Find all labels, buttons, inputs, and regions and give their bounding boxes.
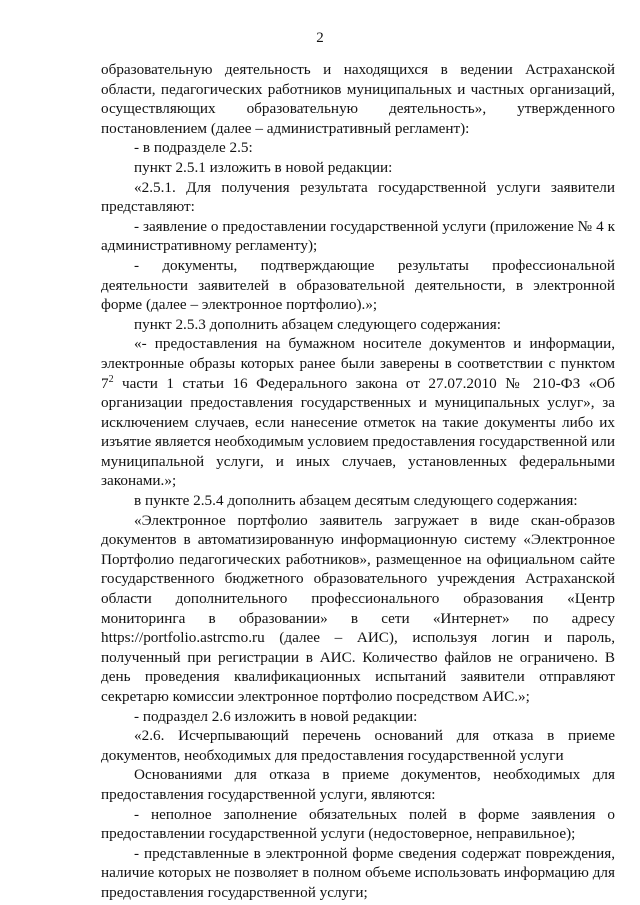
paragraph: - заявление о предоставлении государственной услуги (приложение № 4 к административному регламенту);: [101, 217, 615, 255]
paragraph: Основаниями для отказа в приеме документов, необходимых для предоставления государственной услуги, являются:: [101, 766, 615, 803]
paragraph-text: части 1 статьи 16 Федерального закона от 27.07.2010 № 210-ФЗ «Об организации предоставления государственных и муниципальных услуг», за исключением случаев, если нанесение отметок на такие документы либо их изъятие является необходимым условием предоставления государственной или муниципальной услуги, и иных случаев, установленных федеральными законами.»;: [101, 374, 615, 490]
document-body: [101, 60, 615, 903]
paragraph: пункт 2.5.3 дополнить абзацем следующего содержания:: [134, 315, 502, 333]
paragraph-with-superscript: [101, 334, 615, 491]
page-number: 2: [316, 30, 324, 46]
superscript: 2: [108, 373, 114, 385]
paragraph: образовательную деятельность и находящихся в ведении Астраханской области, педагогических работников муниципальных и частных организаций, осуществляющих образовательную деятельность», утвержденного постановлением (далее – административный регламент):: [101, 61, 615, 137]
paragraph: - документы, подтверждающие результаты профессиональной деятельности заявителей в образовательной деятельности, в электронной форме (далее – электронное портфолио).»;: [101, 256, 615, 314]
paragraph: «Электронное портфолио заявитель загружает в виде скан-образов документов в автоматизированную информационную систему «Электронное Портфолио педагогических работников», размещенное на официальном сайте государственного бюджетного образовательного учреждения Астраханской области дополнительного профессионального образования «Центр мониторинга в образовании» в сети «Интернет» по адресу https://portfolio.astrcmo.ru (далее – АИС), используя логин и пароль, полученный при регистрации в АИС. Количество файлов не ограничено. В день проведения квалификационных испытаний заявители отправляют секретарю комиссии электронное портфолио посредством АИС.»;: [101, 511, 615, 705]
paragraph: «2.5.1. Для получения результата государственной услуги заявители представляют:: [101, 178, 615, 216]
paragraph: пункт 2.5.1 изложить в новой редакции:: [134, 158, 393, 176]
paragraph: в пункте 2.5.4 дополнить абзацем десятым следующего содержания:: [134, 492, 578, 510]
paragraph-text: «- предоставления на бумажном носителе документов и информации, электронные образы которых ранее были заверены в соответствии с пунктом 7: [101, 335, 615, 392]
paragraph: - представленные в электронной форме сведения содержат повреждения, наличие которых не позволяет в полном объеме использовать информацию для предоставления государственной услуги;: [101, 844, 615, 901]
paragraph: - неполное заполнение обязательных полей в форме заявления о предоставлении государственной услуги (недостоверное, неправильное);: [101, 805, 615, 843]
paragraph: «2.6. Исчерпывающий перечень оснований для отказа в приеме документов, необходимых для предоставления государственной услуги: [101, 727, 615, 764]
paragraph: - подраздел 2.6 изложить в новой редакции:: [134, 707, 418, 725]
paragraph: - в подразделе 2.5:: [134, 139, 253, 157]
